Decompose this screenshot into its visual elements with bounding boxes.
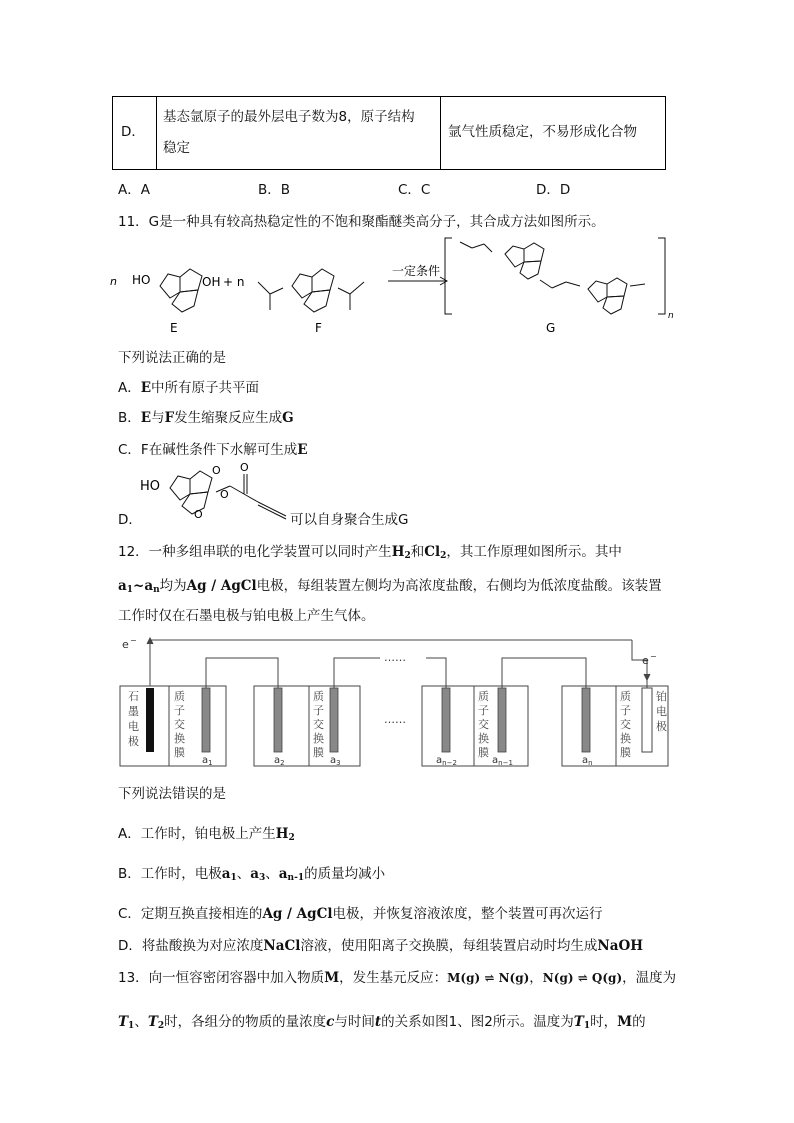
subscript: n-1 <box>287 873 305 883</box>
scheme-plus-n: + n <box>223 275 245 289</box>
d-ester-o: O <box>220 488 229 501</box>
label-graphite: 石墨电极 <box>128 690 139 748</box>
row-label-cell <box>113 97 157 169</box>
electrode-a3 <box>330 688 338 752</box>
scheme-e-ho: HO <box>132 273 151 287</box>
option-text: 的质量均减小 <box>304 866 386 882</box>
species-m: M <box>324 970 340 986</box>
d-ho: HO <box>140 479 161 494</box>
conclusion-cell: 氩气性质稳定，不易形成化合物 <box>448 124 637 140</box>
compound-g: G <box>282 410 294 426</box>
compound-e: E <box>297 442 308 458</box>
stem-text: 电极，每组装置左侧均为高浓度盐酸，右侧均为低浓度盐酸。该装置 <box>256 578 662 594</box>
separator: 、 <box>265 866 279 882</box>
stem-text: 均为 <box>159 578 187 594</box>
answer-d: D．D <box>536 182 571 198</box>
question-10-table-row-d <box>112 96 666 170</box>
label-membrane-2: 质子交换膜 <box>313 690 324 759</box>
stem-text: 的 <box>632 1014 646 1030</box>
subscript: 3 <box>259 873 266 883</box>
electrode-a2 <box>274 688 282 752</box>
subscript: 2 <box>157 1021 165 1031</box>
option-label: A． <box>118 380 141 396</box>
reason-line-1: 基态氩原子的最外层电子数为8，原子结构 <box>163 109 415 125</box>
label-g: G <box>546 321 556 335</box>
option-text: 中所有原子共平面 <box>151 380 260 396</box>
q11-stem: 11．G是一种具有较高热稳定性的不饱和聚酯醚类高分子，其合成方法如图所示。 <box>118 214 605 230</box>
electron-right: e <box>642 654 649 667</box>
stem-text: 13．向一恒容密闭容器中加入物质 <box>118 970 325 986</box>
d-ring-o-bottom: O <box>194 508 203 521</box>
q12-option-a <box>118 822 295 843</box>
subscript: 1 <box>128 1021 135 1031</box>
structure-f <box>258 269 364 312</box>
label-a1: $a_1$ <box>202 755 213 767</box>
answer-b: B．B <box>258 182 291 198</box>
subscript: 2 <box>288 833 295 843</box>
q12-stem-line-2 <box>118 574 662 595</box>
dots-top: …… <box>384 651 406 664</box>
q12-option-d <box>118 934 643 954</box>
q11-option-d-label: D． <box>118 512 142 528</box>
electrode-an: a <box>144 578 154 594</box>
label-an: $a_n$ <box>582 755 593 767</box>
cl2-formula: Cl <box>424 544 441 560</box>
option-text: 与 <box>151 410 165 426</box>
label-g-n: n <box>668 311 674 321</box>
q11-option-d-structure <box>140 460 290 524</box>
electrode-an-2 <box>442 688 450 752</box>
reaction-2: N(g) ⇌ Q(g) <box>542 971 623 985</box>
reason-line-2: 稳定 <box>163 140 190 156</box>
q11-reaction-scheme <box>110 234 680 339</box>
option-text: A．工作时，铂电极上产生 <box>118 826 276 842</box>
stem-text: ，发生基元反应： <box>339 970 448 986</box>
reaction-1: M(g) ⇌ N(g) <box>447 971 530 985</box>
electron-left-sign: − <box>130 636 137 645</box>
option-text: C．定期互换直接相连的 <box>118 906 263 922</box>
q11-option-c <box>118 438 308 458</box>
q12-electrochemical-diagram <box>114 630 676 772</box>
subscript: 1 <box>230 873 237 883</box>
label-an-1: $a_{n-1}$ <box>492 755 513 767</box>
ag-agcl-formula: Ag / AgCl <box>186 578 257 594</box>
d-carbonyl-o: O <box>240 461 249 474</box>
option-text: C．F在碱性条件下水解可生成 <box>118 442 298 458</box>
h2-formula: H <box>391 544 405 560</box>
electrode-a1: a <box>118 578 127 594</box>
variable-t: t <box>374 1014 382 1030</box>
dots-middle: …… <box>384 713 406 726</box>
separator: ， <box>529 970 543 986</box>
d-ring-o-top: O <box>212 464 221 477</box>
stem-text: 与时间 <box>334 1014 375 1030</box>
graphite-electrode <box>146 688 154 752</box>
option-label: B． <box>118 410 141 426</box>
q12-stem-line-3: 工作时仅在石墨电极与铂电极上产生气体。 <box>118 608 375 624</box>
q12-option-b <box>118 862 385 883</box>
q13-stem-line-1 <box>118 966 676 986</box>
stem-text: 时， <box>590 1014 618 1030</box>
h2-formula: H <box>275 826 289 842</box>
label-a3: $a_3$ <box>330 755 341 767</box>
compound-f: F <box>164 410 175 426</box>
temperature-t2: T <box>147 1014 158 1030</box>
electron-left: e <box>122 638 129 651</box>
variable-c: c <box>326 1014 335 1030</box>
species-m: M <box>617 1014 633 1030</box>
stem-text: 时，各组分的物质的量浓度 <box>164 1014 327 1030</box>
label-f: F <box>315 321 322 335</box>
electrode-a3: a <box>250 866 260 882</box>
q13-stem-line-2 <box>118 1010 646 1031</box>
tilde: ~ <box>133 578 145 594</box>
option-text: B．工作时，电极 <box>118 866 222 882</box>
stem-text: ，其工作原理如图所示。其中 <box>446 544 622 560</box>
compound-e: E <box>140 410 152 426</box>
reason-cell <box>157 97 441 169</box>
scheme-e-oh: OH <box>202 275 221 289</box>
q11-option-b <box>118 406 294 426</box>
label-membrane-4: 质子交换膜 <box>620 690 631 759</box>
subscript: 1 <box>583 1021 591 1031</box>
answer-c: C．C <box>398 182 431 198</box>
electron-right-sign: − <box>650 652 657 661</box>
answer-a: A．A <box>118 182 150 198</box>
structure-e <box>160 269 202 312</box>
cl2-subscript: 2 <box>440 551 447 561</box>
label-e: E <box>170 321 178 335</box>
separator: 、 <box>236 866 251 882</box>
stem-text: ，温度为 <box>622 970 677 986</box>
label-an-2: $a_{n-2}$ <box>436 755 457 767</box>
electrode-a1 <box>202 688 210 752</box>
stem-text: 12．一种多组串联的电化学装置可以同时产生 <box>118 544 392 560</box>
temperature-t1: T <box>573 1014 584 1030</box>
label-membrane-3: 质子交换膜 <box>478 690 489 759</box>
option-text: 电极，并恢复溶液浓度，整个装置可再次运行 <box>332 906 603 922</box>
label-a2: $a_2$ <box>274 755 285 767</box>
compound-e: E <box>140 380 152 396</box>
electrode-an-1 <box>498 688 506 752</box>
h2-subscript: 2 <box>404 551 411 561</box>
stem-text: 的关系如图1、图2所示。温度为 <box>381 1014 574 1030</box>
q11-option-a <box>118 376 259 396</box>
q11-option-d-text: 可以自身聚合生成G <box>290 512 409 528</box>
electrode-an <box>582 688 590 752</box>
label-membrane-1: 质子交换膜 <box>174 690 185 759</box>
temperature-t1: T <box>118 1014 129 1030</box>
electrode-an-1: a <box>278 866 288 882</box>
option-text: D．将盐酸换为对应浓度 <box>118 938 264 954</box>
q11-prompt: 下列说法正确的是 <box>118 350 226 366</box>
electrode-a1: a <box>221 866 231 882</box>
separator: 、 <box>134 1014 148 1030</box>
label-platinum: 铂电极 <box>656 690 667 733</box>
ag-agcl-formula: Ag / AgCl <box>262 906 333 922</box>
subscript: n <box>153 585 160 595</box>
subscript: 1 <box>126 585 134 595</box>
row-label: D． <box>121 124 145 140</box>
q12-prompt: 下列说法错误的是 <box>118 786 226 802</box>
option-text: 发生缩聚反应生成 <box>174 410 283 426</box>
stem-text: 和 <box>410 544 425 560</box>
arrow-down-icon <box>644 674 650 680</box>
option-text: 溶液，使用阳离子交换膜，每组装置启动时均生成 <box>300 938 598 954</box>
q12-stem-line-1 <box>118 540 622 561</box>
structure-g <box>460 242 645 314</box>
scheme-n-left: n <box>110 275 117 288</box>
q12-option-c <box>118 902 602 922</box>
scheme-condition: 一定条件 <box>392 264 441 278</box>
naoh-formula: NaOH <box>597 938 643 954</box>
nacl-formula: NaCl <box>263 938 301 954</box>
